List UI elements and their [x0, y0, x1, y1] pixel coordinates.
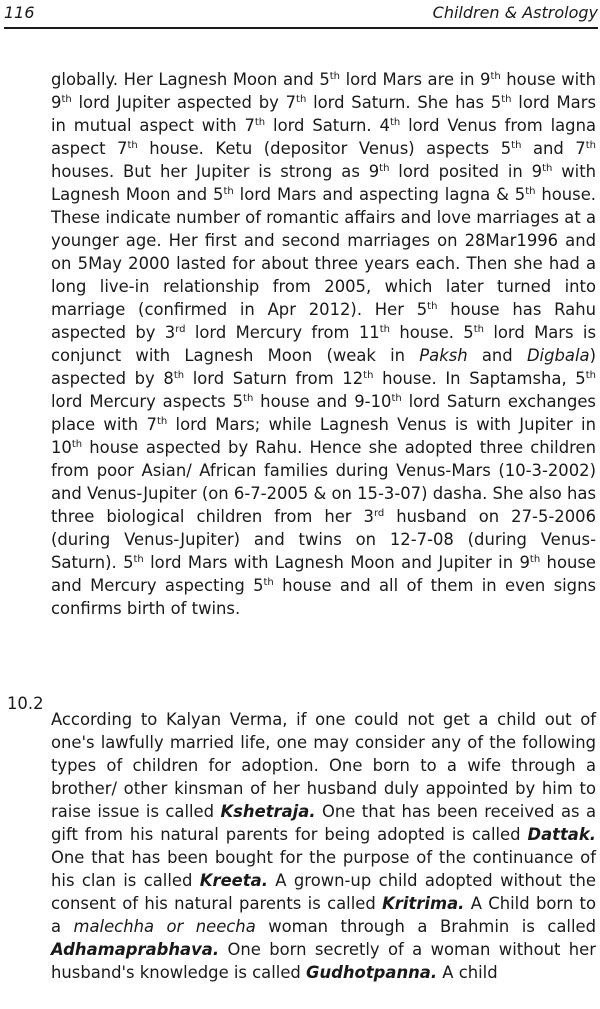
term-kritrima: Kritrima. [382, 894, 465, 914]
term-kreeta: Kreeta. [199, 871, 268, 891]
term-dattak: Dattak. [527, 825, 596, 845]
page-header [4, 0, 598, 29]
section-text: According to Kalyan Verma, if one could not get a child out of one's lawfully married life, one may consider any of the following types of children for adoption. One born to a wife through a brother/ other kinsman of her husband duly appointed by him to raise issue is called Kshetraja. One that has been received as a gift from his natural parents for being adopted is called Dattak. One that has been bought for the purpose of the continuance of his clan is called Kreeta. A grown-up child adopted without the consent of his natural parents is called Kritrima. A Child born to a malechha or neecha woman through a Brahmin is called Adhamaprabhava. One born secretly of a woman without her husband's knowledge is called Gudhotpanna. A child [51, 710, 597, 983]
term-gudhotpanna: Gudhotpanna. [306, 963, 438, 983]
term-adhamaprabhava: Adhamaprabhava. [51, 940, 220, 960]
body-paragraph [51, 68, 596, 620]
paragraph-continued: globally. Her Lagnesh Moon and 5th lord Mars are in 9th house with 9th lord Jupiter aspected by 7th lord Saturn. She has 5th lord Mars in mutual aspect with 7th lord Saturn. 4th lord Venus from lagna aspect 7th house. Ketu (depositor Venus) aspects 5th and 7th houses. But her Jupiter is strong as 9th lord posited in 9th with Lagnesh Moon and 5th lord Mars and aspecting lagna & 5th house. These indicate number of romantic affairs and love marriages at a younger age. Her first and second marriages on 28Mar1996 and on 5May 2000 lasted for about three years each. Then she had a long live-in relationship from 2005, which later turned into marriage (confirmed in Apr 2012). Her 5th house has Rahu aspected by 3rd lord Mercury from 11th house. 5th lord Mars is conjunct with Lagnesh Moon (weak in Paksh and Digbala) aspected by 8th lord Saturn from 12th house. In Saptamsha, 5th lord Mercury aspects 5th house and 9-10th lord Saturn exchanges place with 7th lord Mars; while Lagnesh Venus is with Jupiter in 10th house aspected by Rahu. Hence she adopted three children from poor Asian/ African families during Venus-Mars (10-3-2002) and Venus-Jupiter (on 6-7-2005 & on 15-3-07) dasha. She also has three biological children from her 3rd husband on 27-5-2006 (during Venus-Jupiter) and twins on 12-7-08 (during Venus-Saturn). 5th lord Mars with Lagnesh Moon and Jupiter in 9th house and Mercury aspecting 5th house and all of them in even signs confirms birth of twins. [51, 70, 597, 618]
section-10-2 [7, 692, 596, 1001]
running-title: Children & Astrology [432, 3, 598, 22]
section-number: 10.2 [7, 694, 44, 713]
page-number: 116 [4, 3, 35, 22]
term-kshetraja: Kshetraja. [220, 802, 316, 822]
